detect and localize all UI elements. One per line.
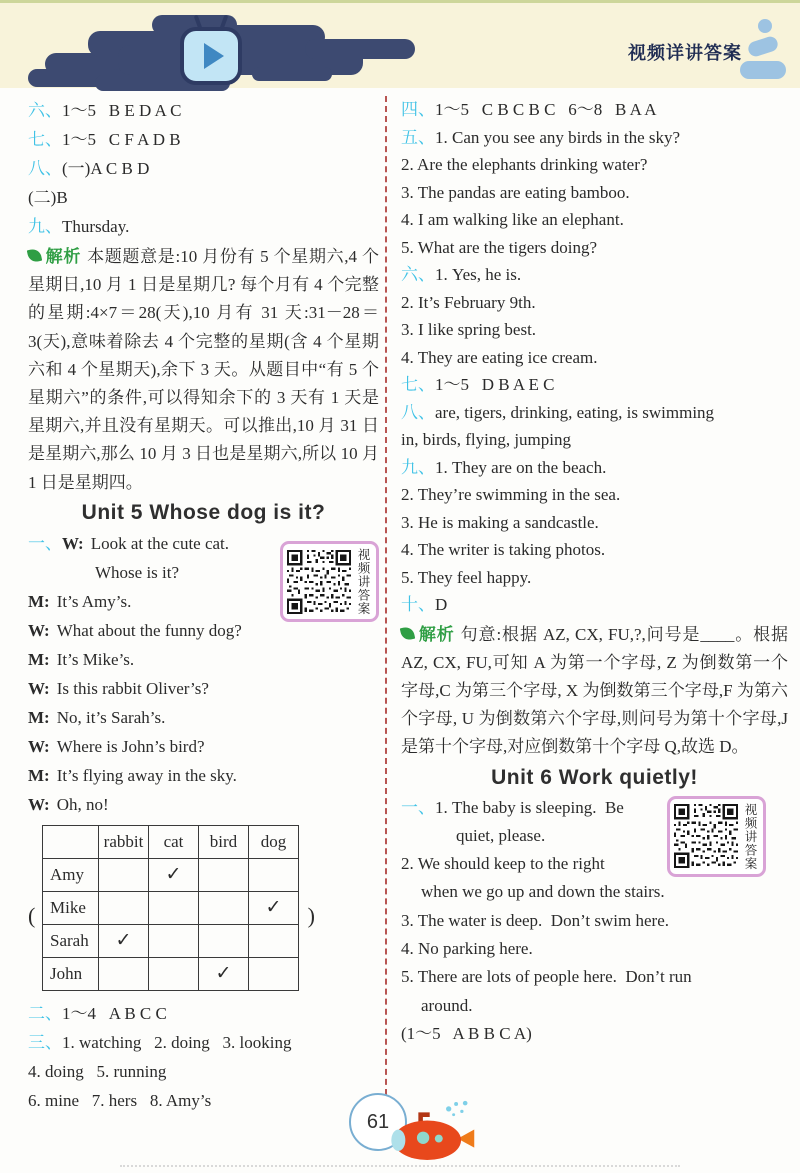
- dialogue-text: It’s Mike’s.: [56, 649, 135, 669]
- answer-line: [401, 261, 788, 289]
- section-marker: 七、: [401, 375, 435, 394]
- content-area: [0, 88, 800, 1115]
- section-marker: 二、: [28, 1003, 62, 1023]
- answer-text: 3. The water is deep. Don’t swim here.: [401, 910, 669, 930]
- check-cell: ✓: [99, 924, 149, 957]
- speaker-label: W:: [28, 620, 50, 640]
- right-column: [385, 96, 788, 1115]
- row-name: Mike: [43, 891, 99, 924]
- answer-line: [401, 935, 788, 963]
- unit6-title: Unit 6 Work quietly!: [491, 765, 698, 789]
- unit5-title: Unit 5 Whose dog is it?: [81, 500, 326, 524]
- speaker-label: W:: [28, 794, 50, 814]
- cloud-logo-icon: [0, 3, 480, 91]
- analysis-block-2: [401, 621, 788, 762]
- qr-code-unit5: [280, 541, 379, 623]
- table-row: [43, 858, 299, 891]
- section-marker: 七、: [28, 130, 62, 149]
- qr-code-unit6: [667, 796, 766, 878]
- col-header: [43, 825, 99, 858]
- answer-line: [401, 536, 788, 564]
- check-cell: [149, 957, 199, 990]
- answer-text: 5. There are lots of people here. Don’t run: [401, 967, 692, 987]
- dialogue-text: It’s Amy’s.: [56, 591, 132, 611]
- answer-line: [401, 371, 788, 399]
- answer-text: 2. It’s February 9th.: [401, 292, 536, 312]
- dialogue-line: [28, 645, 379, 674]
- answer-line: [401, 124, 788, 152]
- answer-text: 5. They feel happy.: [401, 567, 532, 587]
- leaf-icon: [400, 625, 415, 640]
- row-name: Amy: [43, 858, 99, 891]
- dialogue-line: [28, 761, 379, 790]
- check-cell: [199, 891, 249, 924]
- answer-text: 4. They are eating ice cream.: [401, 347, 598, 367]
- answer-text: (1～5 A B B C A): [401, 1023, 532, 1043]
- answer-line: [28, 212, 379, 241]
- dialogue-text: Oh, no!: [56, 794, 109, 814]
- dialogue-text: It’s flying away in the sky.: [56, 765, 237, 785]
- analysis-block-1: [28, 243, 379, 497]
- dialogue-text: Whose is it?: [95, 562, 180, 582]
- answer-text: Thursday.: [62, 217, 130, 236]
- answer-text: are, tigers, drinking, eating, is swimming: [435, 402, 715, 422]
- answer-line: [28, 1057, 379, 1086]
- answer-text: 1～5 B E D A C: [62, 101, 182, 120]
- answer-text: around.: [421, 995, 473, 1015]
- speaker-label: M:: [28, 649, 50, 669]
- col-header-cat: cat: [149, 825, 199, 858]
- answer-text: D: [435, 595, 448, 614]
- answer-text: 2. Are the elephants drinking water?: [401, 155, 648, 174]
- answer-text: (一)A C B D: [62, 159, 150, 178]
- check-cell: [99, 891, 149, 924]
- section-marker: 八、: [401, 402, 435, 422]
- submarine-icon: [378, 1099, 488, 1165]
- dialogue-text: No, it’s Sarah’s.: [56, 707, 166, 727]
- page-number: 61: [366, 1110, 390, 1133]
- answer-line: [28, 999, 379, 1028]
- answer-text: 1. watching 2. doing 3. looking: [62, 1032, 292, 1052]
- answers-right-list: [401, 96, 788, 619]
- unit5-table-wrap: [28, 825, 315, 991]
- table-header-row: [43, 825, 299, 858]
- check-cell: [199, 924, 249, 957]
- section-marker: 一、: [401, 797, 435, 817]
- dialogue-text: Where is John’s bird?: [56, 736, 205, 756]
- dialogue-line: [28, 703, 379, 732]
- check-cell: [249, 858, 299, 891]
- col-header-rabbit: rabbit: [99, 825, 149, 858]
- answer-text: 4. I am walking like an elephant.: [401, 210, 624, 229]
- answer-line: [401, 399, 788, 427]
- check-cell: ✓: [249, 891, 299, 924]
- table-row: [43, 957, 299, 990]
- table-row: [43, 924, 299, 957]
- answer-line: [28, 125, 379, 154]
- corner-label: 视频详讲答案: [628, 43, 742, 63]
- section-marker: 九、: [28, 217, 62, 236]
- check-cell: [99, 957, 149, 990]
- answer-text: 4. The writer is taking photos.: [401, 540, 606, 559]
- answer-line: [401, 179, 788, 207]
- dialogue-text: Look at the cute cat.: [90, 533, 230, 553]
- analysis-label: 解析: [45, 247, 82, 266]
- answer-text: 1～5 D B A E C: [435, 375, 555, 394]
- answer-line: [401, 1020, 788, 1048]
- unit5-answer-table: [42, 825, 299, 991]
- table-row: [43, 891, 299, 924]
- answer-text: 5. What are the tigers doing?: [401, 237, 598, 257]
- section-marker: 六、: [401, 265, 435, 284]
- answer-line: [28, 154, 379, 183]
- speaker-label: M:: [28, 707, 50, 727]
- answer-line: [28, 183, 379, 212]
- answer-line: [401, 992, 788, 1020]
- answer-line: [401, 963, 788, 991]
- answer-line: [401, 591, 788, 619]
- answer-text: 4. No parking here.: [401, 939, 533, 958]
- paren-close: ): [307, 902, 315, 928]
- answer-line: [401, 426, 788, 454]
- answers-top-list: [28, 96, 379, 241]
- answer-text: 1～5 C B C B C 6～8 B A A: [435, 100, 657, 119]
- answer-line: [401, 96, 788, 124]
- analysis-label: 解析: [418, 624, 455, 644]
- answer-line: [401, 206, 788, 234]
- answer-text: quiet, please.: [456, 825, 546, 845]
- page-footer: [0, 1089, 800, 1173]
- answer-line: [28, 96, 379, 125]
- check-cell: [249, 957, 299, 990]
- dialogue-line: [28, 732, 379, 761]
- video-play-icon: [180, 27, 242, 85]
- check-cell: [199, 858, 249, 891]
- answer-text: 1. The baby is sleeping. Be: [435, 797, 624, 817]
- answer-line: [28, 1028, 379, 1057]
- check-cell: ✓: [199, 957, 249, 990]
- check-cell: [149, 891, 199, 924]
- answer-line: [401, 454, 788, 482]
- section-marker: 六、: [28, 101, 62, 120]
- speaker-label: M:: [28, 765, 50, 785]
- speaker-label: W:: [28, 678, 50, 698]
- row-name: John: [43, 957, 99, 990]
- answer-text: 1. They are on the beach.: [435, 457, 607, 477]
- answer-text: 3. I like spring best.: [401, 320, 537, 339]
- answer-text: 3. He is making a sandcastle.: [401, 512, 599, 532]
- answer-line: [401, 316, 788, 344]
- qr-caption: 视频讲答案: [743, 802, 757, 871]
- dialogue-text: What about the funny dog?: [56, 620, 242, 640]
- section-marker: 九、: [401, 457, 435, 477]
- answer-text: 1. Can you see any birds in the sky?: [435, 127, 681, 147]
- page-header: [0, 0, 800, 88]
- answer-line: [401, 344, 788, 372]
- answer-text: 2. We should keep to the right: [401, 854, 605, 874]
- unit6-answers: [401, 794, 788, 1049]
- answer-line: [401, 234, 788, 262]
- answer-text: 3. The pandas are eating bamboo.: [401, 182, 630, 202]
- answer-line: [401, 151, 788, 179]
- answer-line: [401, 481, 788, 509]
- dialogue-line: [28, 790, 379, 819]
- section-marker: 八、: [28, 159, 62, 178]
- section-marker: 十、: [401, 595, 435, 614]
- unit5-dialogue: [28, 529, 379, 819]
- answer-text: in, birds, flying, jumping: [401, 430, 571, 449]
- answer-text: 1～5 C F A D B: [62, 130, 181, 149]
- check-cell: [149, 924, 199, 957]
- dialogue-text: Is this rabbit Oliver’s?: [56, 678, 209, 698]
- section-marker: 四、: [401, 100, 435, 119]
- answer-text: when we go up and down the stairs.: [421, 882, 665, 902]
- answer-line: [401, 564, 788, 592]
- answer-text: 2. They’re swimming in the sea.: [401, 485, 621, 504]
- answer-line: [401, 878, 788, 906]
- answer-text: 6. mine 7. hers 8. Amy’s: [28, 1090, 212, 1110]
- dialogue-line: [28, 674, 379, 703]
- person-figure-icon: [758, 19, 772, 33]
- check-cell: [249, 924, 299, 957]
- analysis-text: 句意:根据 AZ, CX, FU,?,问号是____。根据 AZ, CX, FU,可知 A 为第一个字母, Z 为倒数第一个字母,C 为第三个字母, X 为倒数第三个字母,F 为第六个字母, U 为倒数第六个字母,则问号为第十个字母,J 是第十个字母,对应倒数第十个字母 Q,故选 D。: [401, 624, 789, 757]
- qr-code-icon: [674, 804, 738, 868]
- section-marker: 五、: [401, 127, 435, 147]
- check-cell: [99, 858, 149, 891]
- speaker-label: M:: [28, 591, 50, 611]
- answer-text: 4. doing 5. running: [28, 1061, 167, 1081]
- leaf-icon: [27, 248, 42, 263]
- answer-text: 1～4 A B C C: [62, 1003, 167, 1023]
- section-marker: 三、: [28, 1032, 62, 1052]
- row-name: Sarah: [43, 924, 99, 957]
- qr-code-icon: [287, 550, 351, 614]
- section-marker: 一、: [28, 533, 62, 553]
- answer-line: [401, 907, 788, 935]
- left-column: [28, 96, 385, 1115]
- speaker-label: W:: [62, 533, 84, 553]
- col-header-bird: bird: [199, 825, 249, 858]
- check-cell: ✓: [149, 858, 199, 891]
- paren-open: (: [28, 902, 36, 928]
- answer-text: (二)B: [28, 188, 68, 207]
- analysis-text: 本题题意是:10 月份有 5 个星期六,4 个星期日,10 月 1 日是星期几? 每个月有 4 个完整的星期:4×7＝28(天),10 月有 31 天:31－28＝3(天),意味着除去 4 个完整的星期(含 4 个星期六和 4 个星期天),余下 3 天。从题目中“有 5 个星期六”的条件,可以得知余下的 3 天有 1 天是星期六,并且没有星期天。可以推出,10 月 31 日是星期六,那么 10 月 3 日也是星期六,所以 10 月 1 日是星期四。: [28, 247, 379, 492]
- answer-line: [401, 509, 788, 537]
- speaker-label: W:: [28, 736, 50, 756]
- answer-text: 1. Yes, he is.: [435, 265, 522, 284]
- qr-caption: 视频讲答案: [356, 547, 370, 616]
- col-header-dog: dog: [249, 825, 299, 858]
- answer-line: [401, 289, 788, 317]
